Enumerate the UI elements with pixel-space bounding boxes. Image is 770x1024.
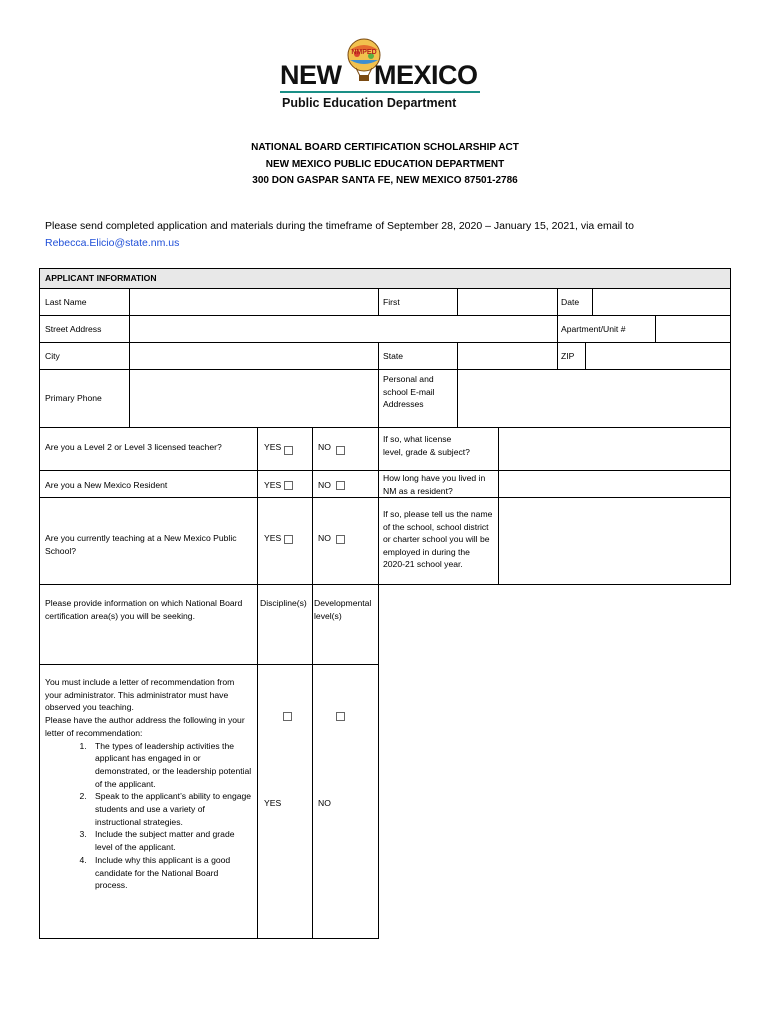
q2-followup-field[interactable]	[499, 471, 730, 497]
q1-yes-label: YES	[264, 442, 282, 452]
q2-no-label: NO	[318, 480, 331, 490]
zip-field[interactable]	[586, 343, 730, 369]
city-label: City	[45, 351, 60, 361]
logo-badge-text: NMPED	[351, 49, 377, 56]
first-name-label: First	[383, 297, 400, 307]
logo-mexico: MEXICO	[374, 60, 478, 90]
recommendation-item: 4. Include why this applicant is a good candidate for the National Board process.	[89, 854, 253, 892]
grid-line	[378, 288, 379, 315]
grid-line	[257, 427, 258, 939]
logo-new: NEW	[280, 60, 342, 90]
grid-line	[39, 664, 379, 665]
apartment-label: Apartment/Unit #	[561, 324, 626, 334]
city-field[interactable]	[130, 343, 378, 369]
recommendation-yes-checkbox[interactable]	[283, 712, 292, 721]
first-name-field[interactable]	[458, 289, 557, 315]
date-label: Date	[561, 297, 580, 307]
discipline-field[interactable]	[258, 622, 312, 664]
recommendation-item: 1. The types of leadership activities the applicant has engaged in or demonstrated, or the leadership potential of the applicant.	[89, 740, 253, 791]
date-field[interactable]	[593, 289, 730, 315]
grid-line	[378, 427, 379, 939]
developmental-field[interactable]	[313, 622, 378, 664]
header-line-3: 300 DON GASPAR SANTA FE, NEW MEXICO 87501-2786	[252, 175, 518, 186]
q1-yes-checkbox[interactable]	[284, 446, 293, 455]
recommendation-no-checkbox[interactable]	[336, 712, 345, 721]
recommendation-instruction: Please have the author address the following in your letter of recommendation:	[45, 715, 245, 738]
grid-line	[557, 288, 558, 315]
q1-followup-field[interactable]	[499, 428, 730, 470]
grid-line	[39, 938, 379, 939]
q3-yes-label: YES	[264, 533, 282, 543]
discipline-label: Discipline(s)	[260, 598, 307, 608]
grid-line	[39, 268, 731, 269]
email-addresses-label: Personal and school E-mail Addresses	[383, 374, 435, 410]
recommendation-item: 3. Include the subject matter and grade level of the applicant.	[89, 828, 253, 853]
q2-label: Are you a New Mexico Resident	[45, 480, 168, 490]
q3-followup-label: If so, please tell us the name of the school, school district or charter school you will be employed in during the 2020-21 school year.	[383, 509, 493, 570]
last-name-label: Last Name	[45, 297, 87, 307]
state-field[interactable]	[458, 343, 557, 369]
grid-line	[730, 268, 731, 585]
email-link[interactable]: Rebecca.Elicio@state.nm.us	[45, 237, 180, 249]
q3-no-label: NO	[318, 533, 331, 543]
q1-no-checkbox[interactable]	[336, 446, 345, 455]
recommendation-no-label: NO	[318, 798, 331, 808]
grid-line	[557, 315, 558, 342]
q2-yes-label: YES	[264, 480, 282, 490]
q4-label: Please provide information on which National Board certification area(s) you will be seeking.	[45, 598, 243, 621]
recommendation-yes-label: YES	[264, 798, 282, 808]
zip-label: ZIP	[561, 351, 575, 361]
grid-line	[39, 584, 731, 585]
recommendation-item: 2. Speak to the applicant’s ability to engage students and use a variety of instructional strategies.	[89, 790, 253, 828]
primary-phone-label: Primary Phone	[45, 393, 102, 403]
primary-phone-field[interactable]	[130, 370, 378, 427]
developmental-label: Developmental level(s)	[314, 598, 372, 621]
street-address-label: Street Address	[45, 324, 102, 334]
q3-no-checkbox[interactable]	[336, 535, 345, 544]
grid-line	[312, 427, 313, 939]
grid-line	[557, 342, 558, 369]
q1-no-label: NO	[318, 442, 331, 452]
q2-yes-checkbox[interactable]	[284, 481, 293, 490]
last-name-field[interactable]	[130, 289, 378, 315]
logo-department: Public Education Department	[282, 96, 457, 110]
apartment-field[interactable]	[656, 316, 730, 342]
header-line-2: NEW MEXICO PUBLIC EDUCATION DEPARTMENT	[265, 158, 505, 170]
grid-line	[39, 268, 40, 939]
q3-label: Are you currently teaching at a New Mexico Public School?	[45, 533, 237, 556]
recommendation-intro: You must include a letter of recommendation from your administrator. This administrator must have observed you teaching.	[45, 677, 235, 713]
email-addresses-field[interactable]	[458, 370, 730, 427]
section-title: APPLICANT INFORMATION	[45, 273, 157, 283]
state-label: State	[383, 351, 404, 361]
q2-no-checkbox[interactable]	[336, 481, 345, 490]
q3-yes-checkbox[interactable]	[284, 535, 293, 544]
q1-followup-label: If so, what license level, grade & subject?	[383, 434, 470, 457]
header-line-1: NATIONAL BOARD CERTIFICATION SCHOLARSHIP ACT	[251, 142, 519, 153]
recommendation-text	[45, 676, 253, 892]
q2-followup-label: How long have you lived in NM as a resident?	[383, 473, 486, 496]
grid-line	[378, 342, 379, 427]
q3-followup-field[interactable]	[499, 498, 730, 584]
recommendation-list	[45, 740, 253, 892]
street-address-field[interactable]	[130, 316, 557, 342]
intro-text: Please send completed application and materials during the timeframe of September 28, 2020 – January 15, 2021, via email to	[45, 220, 634, 232]
q1-label: Are you a Level 2 or Level 3 licensed teacher?	[45, 442, 222, 452]
